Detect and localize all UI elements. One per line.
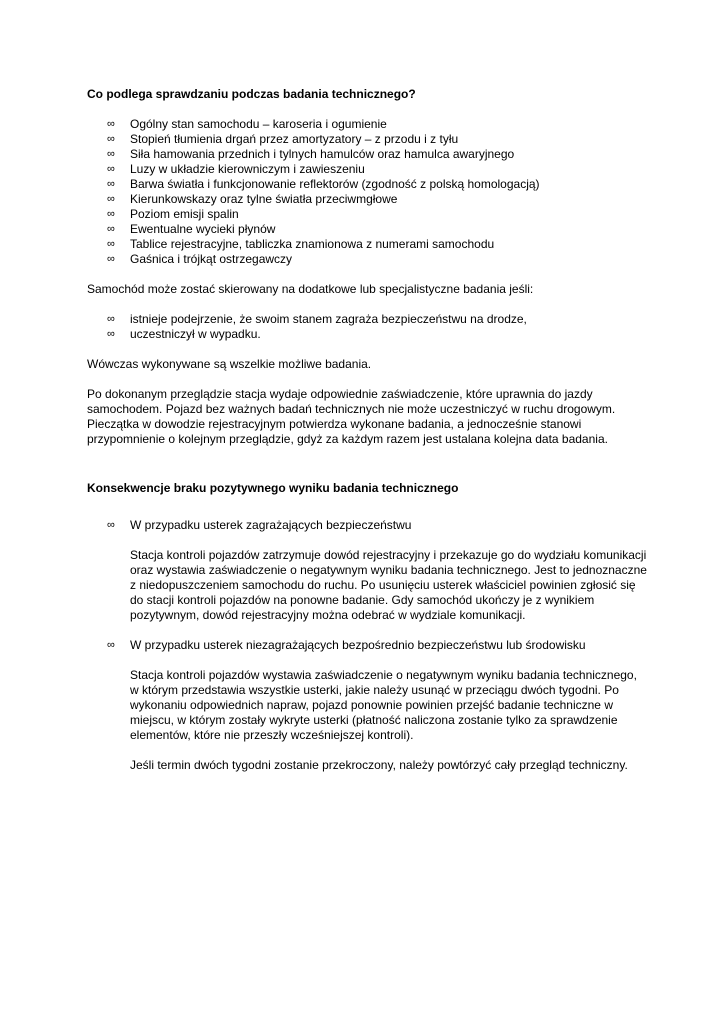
case-note: Jeśli termin dwóch tygodni zostanie przekroczony, należy powtórzyć cały przegląd techniczny. <box>130 758 628 772</box>
list-item: ∞ Luzy w układzie kierowniczym i zawieszeniu <box>107 162 365 176</box>
bullet-icon: ∞ <box>107 178 115 190</box>
document-body <box>87 87 647 773</box>
bullet-icon: ∞ <box>107 133 115 145</box>
bullet-icon: ∞ <box>107 163 115 175</box>
bullet-icon: ∞ <box>107 148 115 160</box>
bullet-icon: ∞ <box>107 253 115 265</box>
list-item: ∞ Poziom emisji spalin <box>107 207 239 221</box>
bullet-icon: ∞ <box>107 208 115 220</box>
list-item: ∞ Barwa światła i funkcjonowanie reflektorów (zgodność z polską homologacją) <box>107 177 540 191</box>
case-title: ∞ W przypadku usterek zagrażających bezpieczeństwu <box>107 518 412 532</box>
bullet-icon: ∞ <box>107 328 115 340</box>
case-description: Stacja kontroli pojazdów zatrzymuje dowód rejestracyjny i przekazuje go do wydziału komunikacji oraz wystawia zaświadczenie o negatywnym wyniku badania technicznego. Jest to jednoznaczne z niedopuszczeniem samochodu do ruchu. Po usunięciu usterek właściciel powinien zgłosić się do stacji kontroli pojazdów na ponowne badanie. Gdy samochód ukończy je z wynikiem pozytywnym, dowód rejestracyjny można odebrać w wydziale komunikacji. <box>130 548 647 622</box>
case-non-safety <box>87 638 647 773</box>
section-heading-consequences: Konsekwencje braku pozytywnego wyniku badania technicznego <box>87 481 459 495</box>
list-item: ∞ uczestniczył w wypadku. <box>107 327 261 341</box>
checks-list <box>87 117 647 267</box>
bullet-icon: ∞ <box>107 223 115 235</box>
bullet-icon: ∞ <box>107 238 115 250</box>
bullet-icon: ∞ <box>107 193 115 205</box>
extra-tests-list <box>87 312 647 342</box>
list-item: ∞ istnieje podejrzenie, że swoim stanem zagraża bezpieczeństwu na drodze, <box>107 312 527 326</box>
list-item: ∞ Ogólny stan samochodu – karoseria i ogumienie <box>107 117 387 131</box>
list-item: ∞ Gaśnica i trójkąt ostrzegawczy <box>107 252 293 266</box>
extra-tests-intro: Samochód może zostać skierowany na dodatkowe lub specjalistyczne badania jeśli: <box>87 282 534 296</box>
list-item: ∞ Tablice rejestracyjne, tabliczka znamionowa z numerami samochodu <box>107 237 495 251</box>
bullet-icon: ∞ <box>107 519 115 531</box>
section-heading-checks: Co podlega sprawdzaniu podczas badania technicznego? <box>87 87 416 101</box>
case-description: Stacja kontroli pojazdów wystawia zaświadczenie o negatywnym wyniku badania technicznego, w którym przedstawia wszystkie usterki, jakie należy usunąć w przeciągu dwóch tygodni. Po wykonaniu odpowiednich napraw, pojazd ponownie powinien przejść badanie techniczne w miejscu, w którym zostały wykryte usterki (płatność naliczona zostanie tylko za sprawdzenie elementów, które nie przeszły wcześniejszej kontroli). <box>130 668 637 742</box>
case-safety <box>87 518 647 623</box>
bullet-icon: ∞ <box>107 118 115 130</box>
list-item: ∞ Stopień tłumienia drgań przez amortyzatory – z przodu i z tyłu <box>107 132 459 146</box>
list-item: ∞ Kierunkowskazy oraz tylne światła przeciwmgłowe <box>107 192 398 206</box>
certificate-paragraph: Po dokonanym przeglądzie stacja wydaje odpowiednie zaświadczenie, które uprawnia do jazdy samochodem. Pojazd bez ważnych badań technicznych nie może uczestniczyć w ruchu drogowym. Pieczątka w dowodzie rejestracyjnym potwierdza wykonane badania, a jednocześnie stanowi przypomnienie o kolejnym przeglądzie, gdyż za każdym razem jest ustalana kolejna data badania. <box>87 387 616 446</box>
case-title: ∞ W przypadku usterek niezagrażających bezpośrednio bezpieczeństwu lub środowisku <box>107 638 586 652</box>
list-item: ∞ Ewentualne wycieki płynów <box>107 222 276 236</box>
list-item: ∞ Siła hamowania przednich i tylnych hamulców oraz hamulca awaryjnego <box>107 147 515 161</box>
then-text: Wówczas wykonywane są wszelkie możliwe badania. <box>87 357 372 371</box>
bullet-icon: ∞ <box>107 639 115 651</box>
bullet-icon: ∞ <box>107 313 115 325</box>
